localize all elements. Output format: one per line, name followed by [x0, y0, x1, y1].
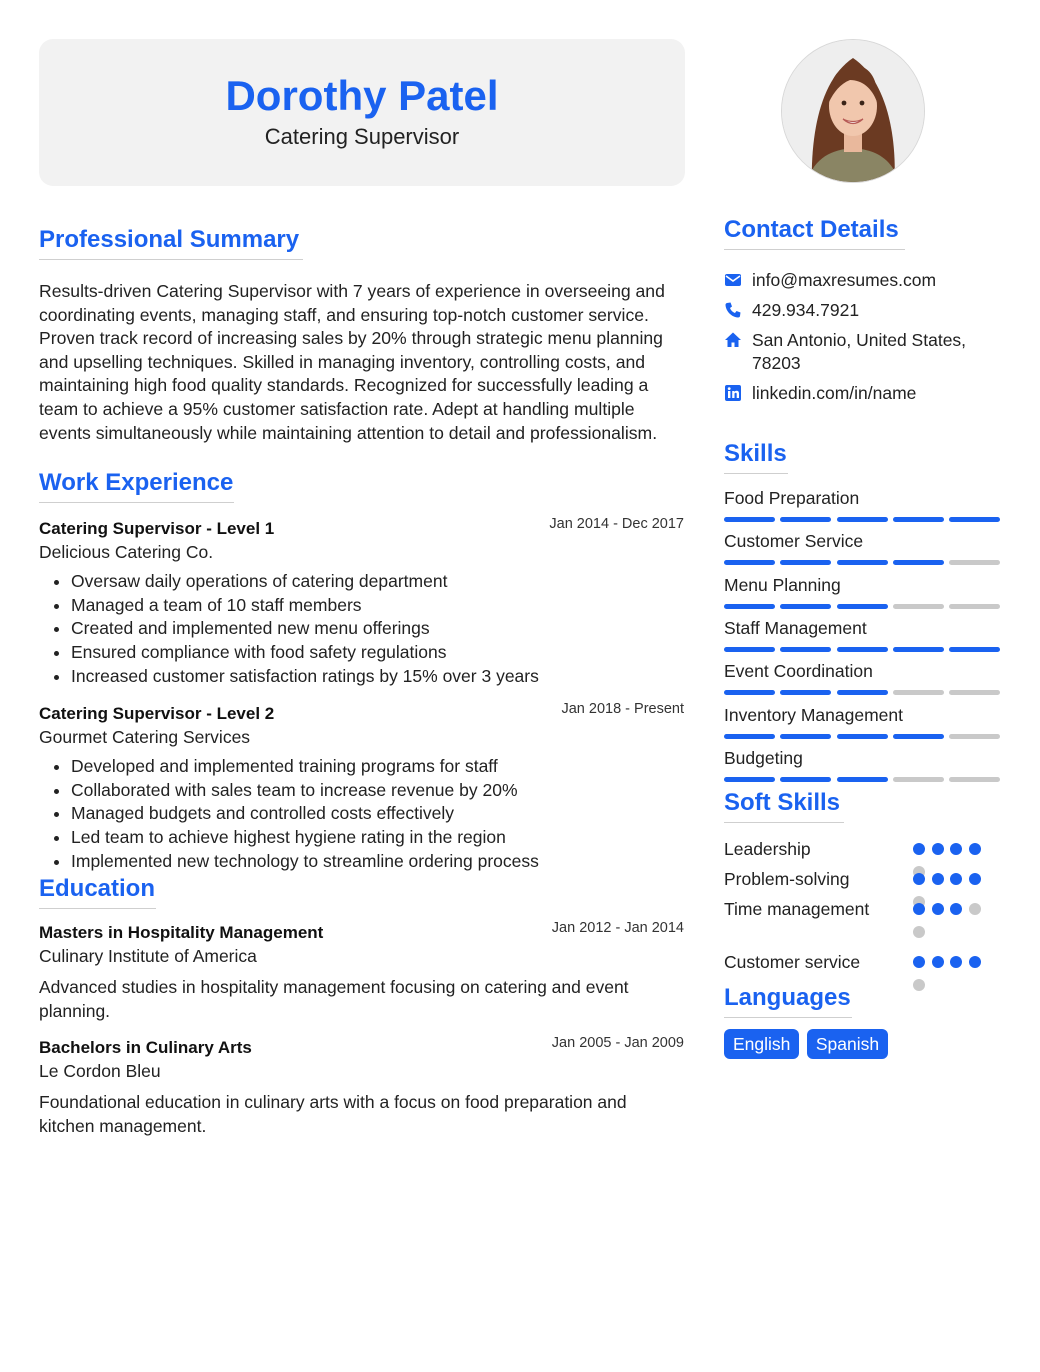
- rating-dot: [913, 979, 925, 991]
- soft-skill-item: [724, 868, 1004, 892]
- skill-level-bar: [724, 777, 1000, 782]
- education-entry: [39, 922, 684, 1023]
- skill-level-bar: [724, 604, 1000, 609]
- skill-bar-segment: [837, 647, 888, 652]
- phone-icon: [724, 301, 742, 319]
- soft-skill-label: Time management: [724, 899, 870, 919]
- job-bullets: [39, 755, 684, 874]
- linkedin-icon: [724, 384, 742, 402]
- skill-item: [724, 660, 1000, 682]
- education-description: Advanced studies in hospitality management focusing on catering and event planning.: [39, 977, 629, 1021]
- education-dates: Jan 2012 - Jan 2014: [551, 920, 684, 936]
- soft-skill-label: Customer service: [724, 952, 861, 972]
- list-item: • Created and implemented new menu offerings: [71, 617, 684, 641]
- skill-item: [724, 487, 1000, 509]
- section-title-languages: Languages: [724, 984, 852, 1018]
- skill-bar-segment: [724, 777, 775, 782]
- rating-dot: [950, 903, 962, 915]
- rating-dot: [969, 903, 981, 915]
- contact-linkedin[interactable]: [724, 382, 1004, 405]
- skill-label: Menu Planning: [724, 574, 841, 595]
- skill-bar-segment: [724, 690, 775, 695]
- linkedin-text: linkedin.com/in/name: [752, 383, 917, 403]
- skill-label: Staff Management: [724, 617, 867, 638]
- rating-dot: [913, 873, 925, 885]
- email-text: info@maxresumes.com: [752, 270, 937, 290]
- header-card: [39, 39, 685, 186]
- school: Le Cordon Bleu: [39, 1061, 161, 1081]
- skill-bar-segment: [837, 560, 888, 565]
- rating-dot: [913, 843, 925, 855]
- degree: Masters in Hospitality Management: [39, 923, 324, 942]
- experience-entry: [39, 518, 684, 689]
- skill-bar-segment: [780, 734, 831, 739]
- skill-bar-segment: [893, 560, 944, 565]
- skill-bar-segment: [724, 560, 775, 565]
- rating-dot: [932, 956, 944, 968]
- skill-bar-segment: [949, 734, 1000, 739]
- skill-bar-segment: [780, 690, 831, 695]
- rating-dot: [932, 873, 944, 885]
- degree: Bachelors in Culinary Arts: [39, 1038, 252, 1057]
- list-item: • Collaborated with sales team to increase revenue by 20%: [71, 779, 684, 803]
- skill-bar-segment: [724, 517, 775, 522]
- rating-dot: [969, 873, 981, 885]
- skill-bar-segment: [893, 734, 944, 739]
- list-item: • Increased customer satisfaction ratings by 15% over 3 years: [71, 665, 684, 689]
- skill-level-bar: [724, 734, 1000, 739]
- rating-dot: [969, 956, 981, 968]
- skill-bar-segment: [780, 560, 831, 565]
- skill-bar-segment: [949, 690, 1000, 695]
- skill-label: Budgeting: [724, 747, 803, 768]
- language-tag: English: [724, 1029, 799, 1059]
- rating-dot: [950, 956, 962, 968]
- skill-bar-segment: [949, 604, 1000, 609]
- soft-skill-item: [724, 951, 1004, 975]
- candidate-title: Catering Supervisor: [264, 124, 460, 149]
- section-title-skills: Skills: [724, 440, 788, 474]
- address-text: San Antonio, United States, 78203: [752, 330, 967, 373]
- section-title-soft-skills: Soft Skills: [724, 789, 844, 823]
- rating-dot: [913, 903, 925, 915]
- skill-item: [724, 617, 1000, 639]
- skill-level-bar: [724, 647, 1000, 652]
- skill-level-bar: [724, 517, 1000, 522]
- list-item: • Ensured compliance with food safety regulations: [71, 641, 684, 665]
- rating-dot: [950, 873, 962, 885]
- home-icon: [724, 331, 742, 349]
- soft-skill-label: Problem-solving: [724, 869, 850, 889]
- skill-bar-segment: [780, 777, 831, 782]
- language-tag: Spanish: [807, 1029, 888, 1059]
- section-title-summary: Professional Summary: [39, 226, 303, 260]
- skill-label: Food Preparation: [724, 488, 860, 508]
- rating-dot: [913, 956, 925, 968]
- skill-item: [724, 704, 1000, 726]
- job-role: Catering Supervisor - Level 1: [39, 519, 275, 538]
- rating-dot: [932, 903, 944, 915]
- avatar: [781, 39, 925, 183]
- job-dates: Jan 2018 - Present: [561, 701, 684, 717]
- skill-bar-segment: [724, 734, 775, 739]
- skill-bar-segment: [949, 777, 1000, 782]
- job-dates: Jan 2014 - Dec 2017: [549, 516, 684, 532]
- list-item: • Led team to achieve highest hygiene rating in the region: [71, 826, 684, 850]
- list-item: • Developed and implemented training programs for staff: [71, 755, 684, 779]
- list-item: • Implemented new technology to streamline ordering process: [71, 850, 684, 874]
- phone-text: 429.934.7921: [752, 300, 860, 320]
- section-title-contact: Contact Details: [724, 216, 905, 250]
- skill-item: [724, 574, 1000, 596]
- job-bullets: [39, 570, 684, 689]
- skill-bar-segment: [724, 604, 775, 609]
- skill-bar-segment: [837, 690, 888, 695]
- rating-dot: [950, 843, 962, 855]
- skill-label: Inventory Management: [724, 704, 903, 725]
- skill-bar-segment: [949, 647, 1000, 652]
- rating-dot: [932, 843, 944, 855]
- job-company: Delicious Catering Co.: [39, 542, 214, 562]
- list-item: • Managed budgets and controlled costs effectively: [71, 802, 684, 826]
- education-description: Foundational education in culinary arts with a focus on food preparation and kitchen management.: [39, 1092, 627, 1136]
- soft-skill-item: [724, 898, 1004, 922]
- rating-dot: [913, 926, 925, 938]
- skill-bar-segment: [837, 517, 888, 522]
- skill-bar-segment: [837, 734, 888, 739]
- skill-bar-segment: [780, 604, 831, 609]
- skill-bar-segment: [780, 517, 831, 522]
- education-dates: Jan 2005 - Jan 2009: [551, 1035, 684, 1051]
- skill-bar-segment: [893, 517, 944, 522]
- rating-dot: [969, 843, 981, 855]
- list-item: • Managed a team of 10 staff members: [71, 594, 684, 618]
- skill-bar-segment: [780, 647, 831, 652]
- skill-label: Customer Service: [724, 531, 864, 552]
- experience-entry: [39, 703, 684, 874]
- skill-level-bar: [724, 560, 1000, 565]
- school: Culinary Institute of America: [39, 946, 257, 966]
- skill-bar-segment: [893, 690, 944, 695]
- skill-bar-segment: [893, 604, 944, 609]
- skill-level-bar: [724, 690, 1000, 695]
- skill-bar-segment: [949, 560, 1000, 565]
- section-title-experience: Work Experience: [39, 469, 234, 503]
- soft-skill-item: [724, 838, 1004, 862]
- candidate-name: Dorothy Patel: [225, 72, 499, 119]
- job-company: Gourmet Catering Services: [39, 727, 251, 747]
- summary-text: Results-driven Catering Supervisor with 7 years of experience in overseeing and coordinating events, managing staff, and ensuring top-notch customer service. Proven track record of increasing sales by 20% through strategic menu planning and upselling techniques. Skilled in managing inventory, controlling costs, and maintaining high food quality standards. Recognized for successfully leading a team to achieve a 95% customer satisfaction rate. Adept at handling multiple events simultaneously while maintaining attention to detail and professionalism.: [39, 281, 665, 443]
- skill-bar-segment: [949, 517, 1000, 522]
- language-tags: [724, 1029, 891, 1059]
- section-title-education: Education: [39, 875, 156, 909]
- job-role: Catering Supervisor - Level 2: [39, 704, 275, 723]
- skill-bar-segment: [893, 647, 944, 652]
- contact-email[interactable]: [724, 269, 1004, 292]
- skill-bar-segment: [893, 777, 944, 782]
- list-item: • Oversaw daily operations of catering department: [71, 570, 684, 594]
- skill-item: [724, 530, 1000, 552]
- skill-bar-segment: [837, 777, 888, 782]
- soft-skill-label: Leadership: [724, 839, 811, 859]
- skill-item: [724, 747, 1000, 769]
- contact-address: [724, 329, 1004, 375]
- education-entry: [39, 1037, 684, 1138]
- contact-phone[interactable]: [724, 299, 1004, 322]
- skill-bar-segment: [837, 604, 888, 609]
- envelope-icon: [724, 271, 742, 289]
- skill-bar-segment: [724, 647, 775, 652]
- skill-label: Event Coordination: [724, 661, 873, 682]
